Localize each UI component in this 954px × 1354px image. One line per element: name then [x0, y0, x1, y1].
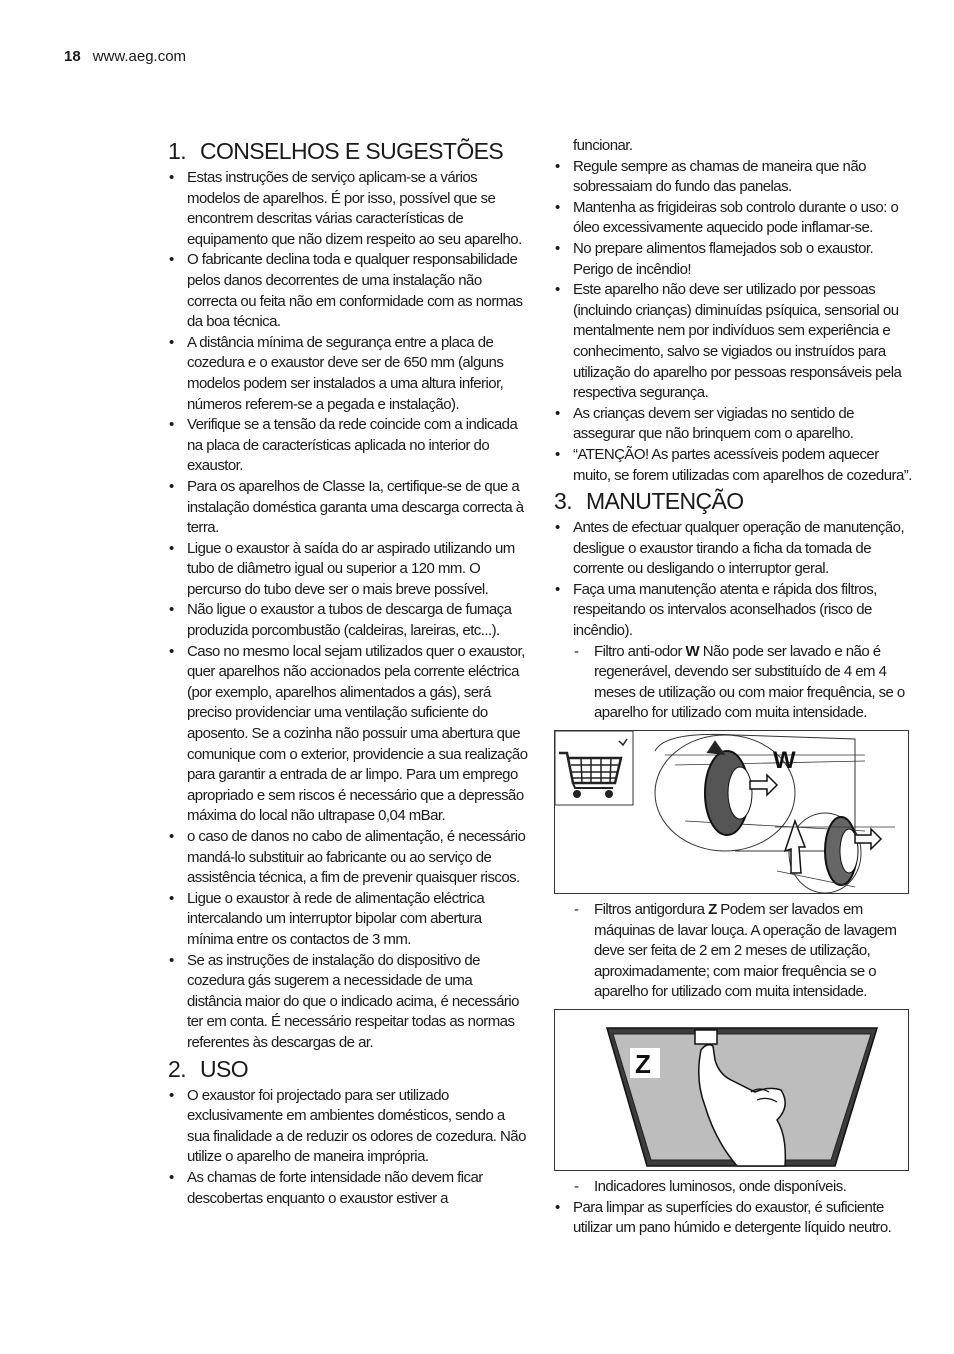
section-3-heading: 3. MANUTENÇÃO: [554, 488, 744, 515]
list-item: • Não ligue o exaustor a tubos de descarga de fumaça produzida porcombustão (caldeiras, lareiras, etc...).: [168, 600, 528, 641]
section-2-list-cont: [554, 157, 914, 487]
section-2-heading: 2. USO: [168, 1055, 249, 1082]
section-1-heading: 1. CONSELHOS E SUGESTÕES: [168, 138, 504, 164]
left-column: [168, 136, 528, 1209]
figure-label-z: Z: [635, 1049, 651, 1079]
section-1-list: [168, 168, 528, 1054]
figure-label-w: W: [773, 747, 796, 775]
list-item: • O fabricante declina toda e qualquer responsabilidade pelos danos decorrentes de uma instalação não correcta ou feita não em conformidade com as normas da boa técnica.: [168, 250, 528, 332]
list-item: • As chamas de forte intensidade não devem ficar descobertas enquanto o exaustor estiver a: [168, 1168, 528, 1209]
site-url[interactable]: www.aeg.com: [92, 48, 187, 65]
sub-item-odor-filter: - Filtro anti-odor W Não pode ser lavado e não é regenerável, devendo ser substituído de 4 em 4 meses de utilização ou com maior frequência, se o aparelho for utilizado com muita intensidade.: [574, 642, 905, 722]
page-header: [64, 48, 186, 65]
list-item: • Caso no mesmo local sejam utilizados quer o exaustor, quer aparelhos não accionados pela corrente eléctrica (por exemplo, aparelhos alimentados a gás), será preciso providenciar uma ventilação suficiente do aposento. Se a cozinha não possuir uma abertura que comunique com o exterior, providencie a sua realização para garantir a entrada de ar limpo. Para um emprego apropriado e sem riscos é necessário que a depressão máxima do local não ultrapase 0,04 mBar.: [168, 642, 528, 827]
shopping-cart-icon: [555, 731, 633, 805]
list-item: • Para limpar as superfícies do exaustor, é suficiente utilizar um pano húmido e detergente líquido neutro.: [554, 1198, 914, 1239]
list-item: • Estas instruções de serviço aplicam-se a vários modelos de aparelhos. É por isso, possível que se encontrem descritas várias características de equipamento que não dizem respeito ao seu aparelho.: [168, 168, 528, 250]
sub-item-indicators: - Indicadores luminosos, onde disponíveis.: [574, 1178, 847, 1195]
page-number: 18: [64, 48, 81, 65]
list-item: • Antes de efectuar qualquer operação de manutenção, desligue o exaustor tirando a ficha da tomada de corrente ou desligando o interruptor geral.: [554, 518, 914, 580]
right-column: [554, 136, 914, 1239]
list-item: • Para os aparelhos de Classe Ia, certifique-se de que a instalação doméstica garanta uma descarga correcta à terra.: [168, 477, 528, 539]
list-item: • Ligue o exaustor à rede de alimentação eléctrica intercalando um interruptor bipolar com abertura mínima entre os contactos de 3 mm.: [168, 889, 528, 951]
figure-grease-filter: [554, 1009, 909, 1171]
section-3-list-end: [554, 1198, 914, 1239]
list-item: • O exaustor foi projectado para ser utilizado exclusivamente em ambientes domésticos, sendo a sua finalidade a de reduzir os odores de cozedura. Não utilize o aparelho de maneira imprópria.: [168, 1086, 528, 1168]
section-3-list: [554, 518, 914, 642]
list-item: • As crianças devem ser vigiadas no sentido de assegurar que não brinquem com o aparelho.: [554, 404, 914, 445]
sub-item-grease-filter: - Filtros antigordura Z Podem ser lavados em máquinas de lavar louça. A operação de lavagem deve ser feita de 2 em 2 meses de utilização, aproximadamente; com maior frequência se o aparelho for utilizado com muita intensidade.: [574, 901, 897, 1001]
list-item: • o caso de danos no cabo de alimentação, é necessário mandá-lo substituir ao fabricante ou ao serviço de assistência técnica, a fim de prevenir quaisquer riscos.: [168, 827, 528, 889]
list-item: • A distância mínima de segurança entre a placa de cozedura e o exaustor deve ser de 650 mm (alguns modelos podem ser instalados a uma altura inferior, números referem-se a pegada e instalação).: [168, 333, 528, 415]
list-item: • Regule sempre as chamas de maneira que não sobressaiam do fundo das panelas.: [554, 157, 914, 198]
section-2-list: [168, 1086, 528, 1210]
list-item-continuation: funcionar.: [573, 137, 633, 154]
figure-odor-filter: [554, 730, 909, 894]
list-item: • Se as instruções de instalação do dispositivo de cozedura gás sugerem a necessidade de uma distância maior do que o indicado acima, é necessário ter em conta. É necessário respeitar todas as normas referentes às descargas de ar.: [168, 951, 528, 1054]
list-item: • “ATENÇÃO! As partes acessíveis podem aquecer muito, se forem utilizadas com aparelhos de cozedura”.: [554, 445, 914, 486]
list-item: • No prepare alimentos flamejados sob o exaustor. Perigo de incêndio!: [554, 239, 914, 280]
list-item: • Faça uma manutenção atenta e rápida dos filtros, respeitando os intervalos aconselhados (risco de incêndio).: [554, 580, 914, 642]
list-item: • Mantenha as frigideiras sob controlo durante o uso: o óleo excessivamente aquecido pode inflamar-se.: [554, 198, 914, 239]
list-item: • Este aparelho não deve ser utilizado por pessoas (incluindo crianças) diminuídas psíquica, sensorial ou mentalmente nem por indivíduos sem experiência e conhecimento, salvo se vigiados ou instruídos para utilização do aparelho por pessoas responsáveis pela respectiva segurança.: [554, 280, 914, 404]
list-item: • Verifique se a tensão da rede coincide com a indicada na placa de características aplicada no interior do exaustor.: [168, 415, 528, 477]
list-item: • Ligue o exaustor à saída do ar aspirado utilizando um tubo de diâmetro igual ou superior a 120 mm. O percurso do tubo deve ser o mais breve possível.: [168, 539, 528, 601]
